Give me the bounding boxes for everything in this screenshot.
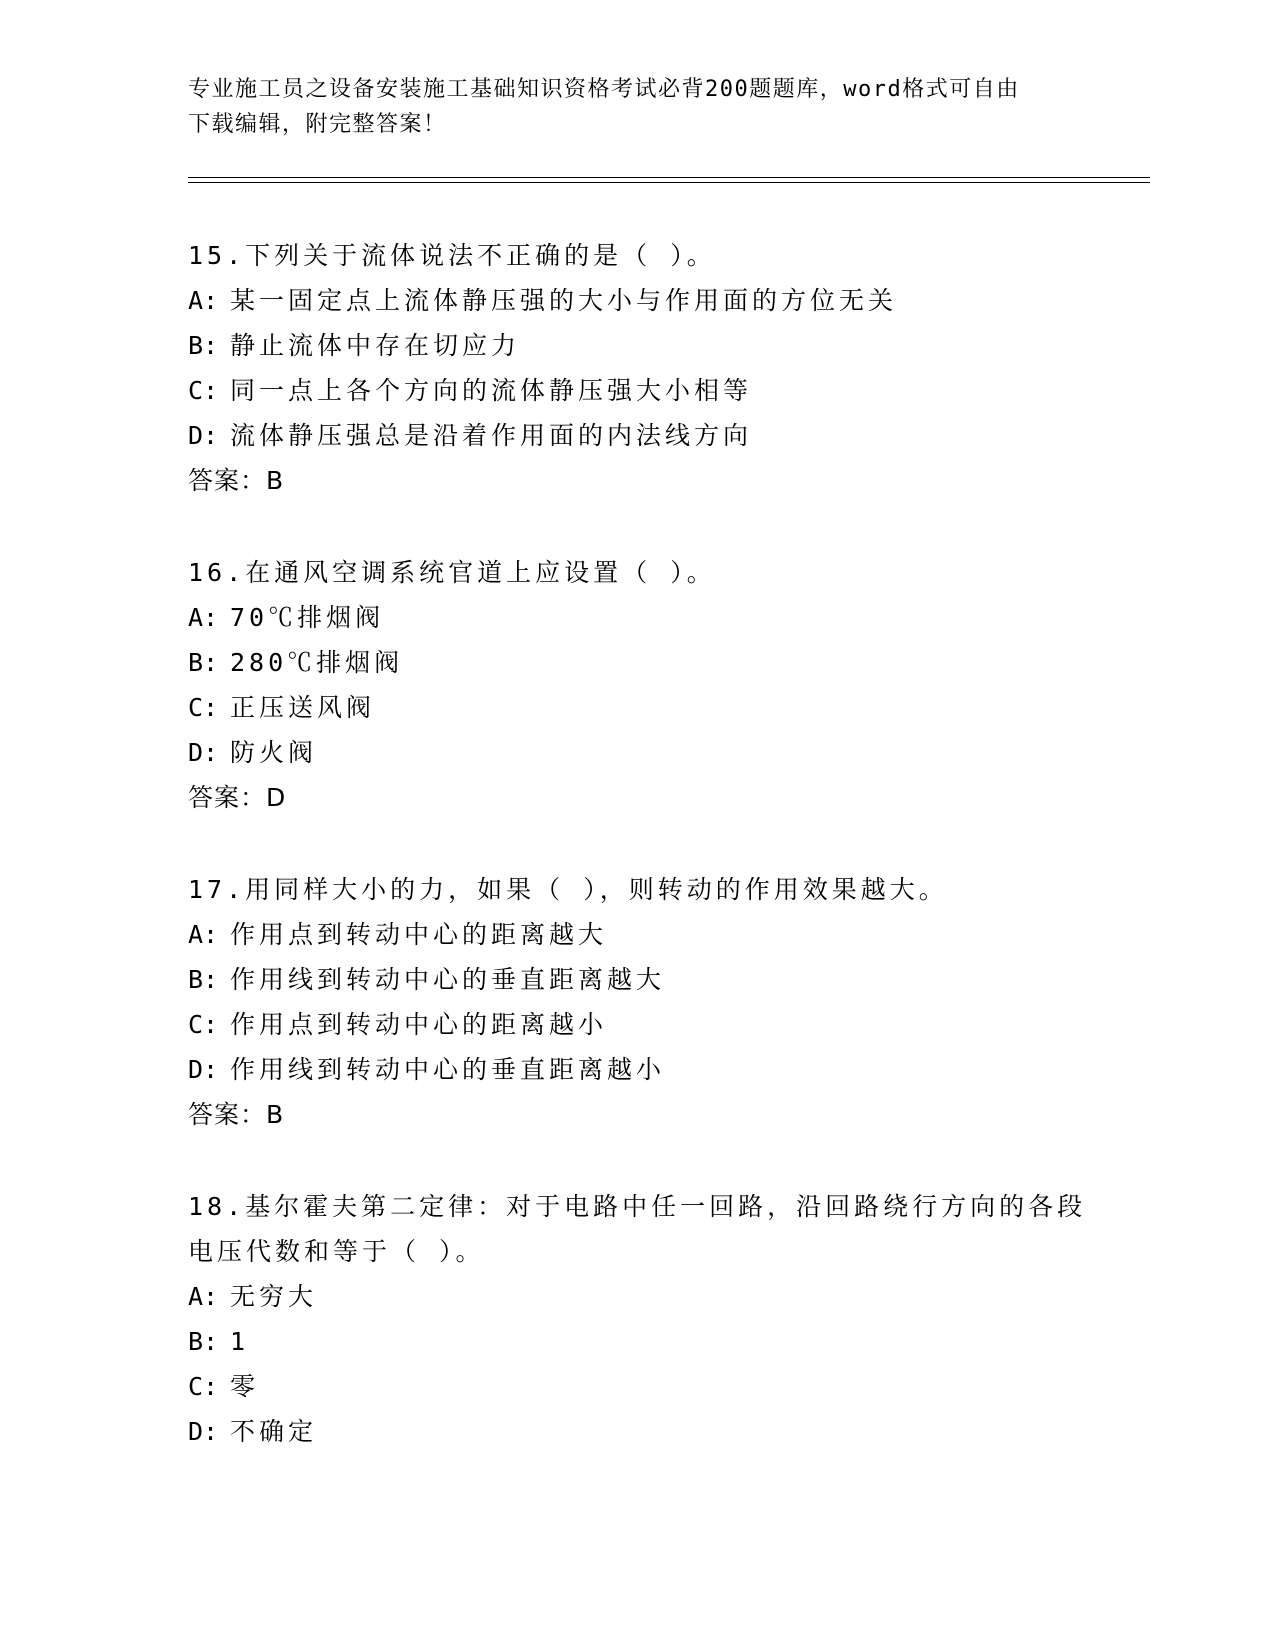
option-text: 作用点到转动中心的距离越大: [230, 920, 608, 949]
option-d: [188, 1047, 1138, 1092]
option-b: [188, 323, 1138, 368]
option-key: A:: [188, 1282, 219, 1311]
option-key: B:: [188, 965, 219, 994]
option-b: [188, 957, 1138, 1002]
option-b: [188, 640, 1138, 685]
answer-line: 答案：B: [188, 1100, 285, 1129]
option-key: C:: [188, 1010, 219, 1039]
header-divider-top: [188, 177, 1150, 178]
option-d: [188, 1409, 1138, 1454]
option-a: [188, 278, 1138, 323]
option-key: A:: [188, 603, 219, 632]
option-c: [188, 1002, 1138, 1047]
question-list: [188, 233, 1138, 1500]
option-b: [188, 1319, 1138, 1364]
option-text: 防火阀: [230, 738, 318, 767]
question-stem: [188, 1184, 1138, 1274]
question-stem-line: 18.基尔霍夫第二定律：对于电路中任一回路，沿回路绕行方向的各段: [188, 1192, 1087, 1221]
answer-line: 答案：B: [188, 466, 285, 495]
question-stem-line: 电压代数和等于（ ）。: [188, 1237, 485, 1266]
option-c: [188, 368, 1138, 413]
option-key: B:: [188, 1327, 219, 1356]
option-key: D:: [188, 1417, 219, 1446]
option-text: 1: [230, 1327, 250, 1356]
question-stem-line: 17.用同样大小的力，如果（ ），则转动的作用效果越大。: [188, 875, 948, 904]
question-stem-line: 15.下列关于流体说法不正确的是（ ）。: [188, 241, 716, 270]
answer-line: 答案：D: [188, 783, 287, 812]
option-text: 某一固定点上流体静压强的大小与作用面的方位无关: [230, 286, 898, 315]
header-title-line-2: 下载编辑，附完整答案！: [188, 112, 447, 137]
option-text: 静止流体中存在切应力: [230, 331, 521, 360]
option-key: B:: [188, 331, 219, 360]
option-c: [188, 685, 1138, 730]
question-stem-line: 16.在通风空调系统官道上应设置（ ）。: [188, 558, 716, 587]
option-key: B:: [188, 648, 219, 677]
option-text: 同一点上各个方向的流体静压强大小相等: [230, 376, 753, 405]
option-key: D:: [188, 738, 219, 767]
option-text: 作用点到转动中心的距离越小: [230, 1010, 608, 1039]
option-key: D:: [188, 421, 219, 450]
header-title-line-1: 专业施工员之设备安装施工基础知识资格考试必背200题题库，word格式可自由: [188, 77, 1020, 102]
question-15: [188, 233, 1138, 504]
option-a: [188, 912, 1138, 957]
question-17: [188, 867, 1138, 1138]
option-text: 280℃排烟阀: [230, 648, 404, 677]
header-divider-bottom: [188, 182, 1150, 183]
option-text: 无穷大: [230, 1282, 318, 1311]
option-a: [188, 595, 1138, 640]
option-c: [188, 1364, 1138, 1409]
question-stem: [188, 867, 1138, 912]
option-d: [188, 730, 1138, 775]
option-text: 作用线到转动中心的垂直距离越大: [230, 965, 666, 994]
option-key: A:: [188, 920, 219, 949]
option-key: C:: [188, 376, 219, 405]
option-text: 70℃排烟阀: [230, 603, 385, 632]
option-text: 不确定: [230, 1417, 318, 1446]
option-text: 流体静压强总是沿着作用面的内法线方向: [230, 421, 753, 450]
question-stem: [188, 550, 1138, 595]
option-d: [188, 413, 1138, 458]
document-header: [188, 72, 1068, 142]
option-key: D:: [188, 1055, 219, 1084]
question-stem: [188, 233, 1138, 278]
option-text: 作用线到转动中心的垂直距离越小: [230, 1055, 666, 1084]
option-key: C:: [188, 693, 219, 722]
option-text: 正压送风阀: [230, 693, 376, 722]
option-a: [188, 1274, 1138, 1319]
option-key: A:: [188, 286, 219, 315]
option-text: 零: [230, 1372, 260, 1401]
question-16: [188, 550, 1138, 821]
option-key: C:: [188, 1372, 219, 1401]
question-18: [188, 1184, 1138, 1454]
